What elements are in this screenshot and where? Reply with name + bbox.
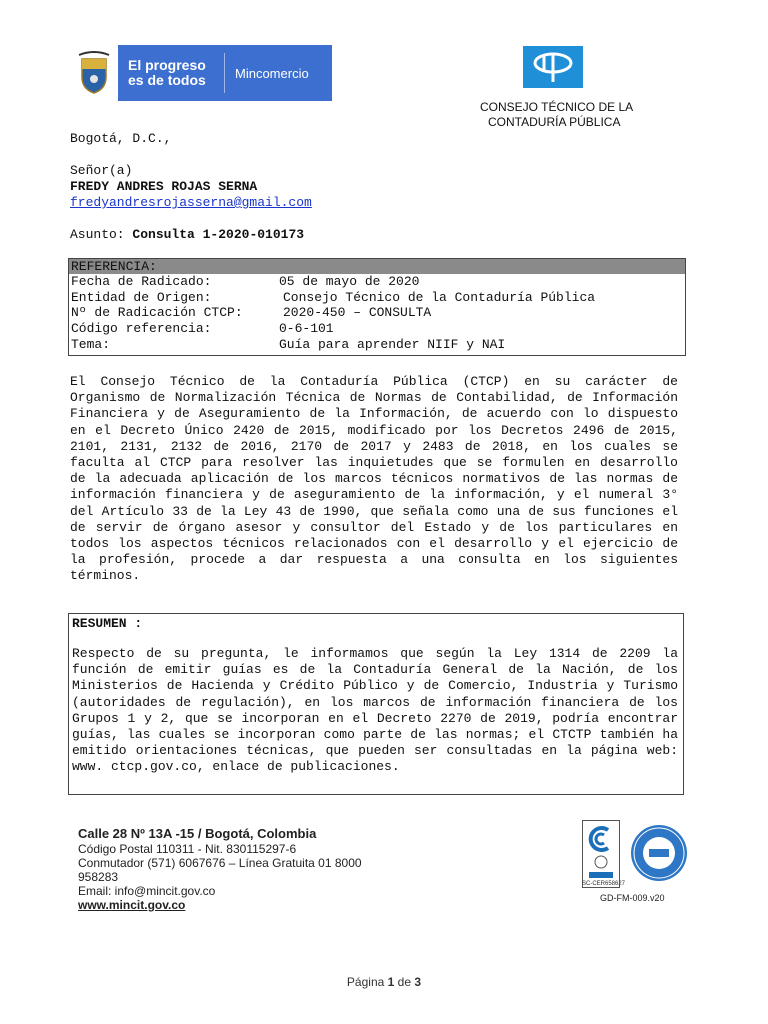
reference-key: Tema: <box>71 336 111 352</box>
subject-label: Asunto: <box>70 227 125 242</box>
recipient-name: FREDY ANDRES ROJAS SERNA <box>70 179 258 194</box>
page-prefix: Página <box>346 975 385 989</box>
reference-row <box>69 337 685 353</box>
coat-of-arms-icon <box>70 45 118 101</box>
reference-value: Guía para aprender NIIF y NAI <box>279 336 506 352</box>
gov-logo <box>70 45 332 101</box>
body-paragraph: El Consejo Técnico de la Contaduría Pública (CTCP) en su carácter de Organismo de Normalización Técnica de Normas de Contabilidad, de Información Financiera y de Aseguramiento de la Información, de acuerdo con lo dispuesto en el Decreto Único 2420 de 2015, modificado por los Decretos 2496 de 2015, 2101, 2131, 2132 de 2016, 2170 de 2017 y 2483 de 2018, en los cuales se faculta al CTCP para resolver las inquietudes que se formulen en desarrollo de la adecuada aplicación de los marcos técnicos normativos de las normas de información financiera y de aseguramiento de la información, y el numeral 3° del Artículo 33 de la Ley 43 de 1990, que señala como una de sus funciones el de servir de órgano asesor y consultor del Estado y de los particulares en todos los aspectos técnicos relacionados con el desarrollo y el ejercicio de la profesión, procede a dar respuesta a una consulta en los siguientes términos. <box>70 374 678 584</box>
reference-header: REFERENCIA: <box>69 259 685 274</box>
reference-value: 0-6-101 <box>279 321 334 337</box>
city-date: Bogotá, D.C., <box>70 131 172 146</box>
page-of: de <box>397 975 412 989</box>
reference-key: Entidad de Origen: <box>71 289 212 305</box>
reference-value: 05 de mayo de 2020 <box>279 274 420 289</box>
footer-website-link[interactable]: www.mincit.gov.co <box>78 898 186 912</box>
reference-key: Fecha de Radicado: <box>71 274 212 289</box>
recipient-email-link[interactable]: fredyandresrojasserna@gmail.com <box>70 195 312 210</box>
council-name: CONSEJO TÉCNICO DE LA CONTADURÍA PÚBLICA <box>480 100 634 129</box>
logo-divider <box>224 53 225 93</box>
reference-row <box>69 290 685 306</box>
page-total: 3 <box>414 975 422 989</box>
reference-value: 2020-450 – CONSULTA <box>283 305 432 321</box>
reference-row <box>69 274 685 290</box>
certification-code: SC-CER658627 <box>582 881 626 887</box>
footer-phone: Conmutador (571) 6067676 – Línea Gratuita 01 8000 <box>78 856 362 870</box>
summary-title: RESUMEN : <box>72 616 143 631</box>
footer-address: Calle 28 Nº 13A -15 / Bogotá, Colombia <box>78 826 317 841</box>
footer-contact <box>78 826 378 912</box>
subject-value: Consulta 1-2020-010173 <box>132 227 305 242</box>
ctcp-logo-icon <box>523 46 583 88</box>
icontec-certification-icon <box>582 820 620 888</box>
salutation: Señor(a) <box>70 163 133 178</box>
ministry-name: Mincomercio <box>235 65 309 81</box>
reference-key: Código referencia: <box>71 321 212 337</box>
reference-value: Consejo Técnico de la Contaduría Pública <box>283 289 596 305</box>
footer-email: Email: info@mincit.gov.co <box>78 884 216 898</box>
iqnet-certification-icon <box>631 825 687 881</box>
footer-phone-cont: 958283 <box>78 870 119 884</box>
reference-row <box>69 321 685 337</box>
summary-text: Respecto de su pregunta, le informamos que según la Ley 1314 de 2209 la función de emitir guías es de la Contaduría General de la Nación, de los Ministerios de Hacienda y Crédito Público y de Comercio, Industria y Turismo (autoridades de regulación), en los marcos de información financiera de los Grupos 1 y 2, que se incorporan en el Decreto 2270 de 2019, podría encontrar guías, las cuales se incorporan como parte de las normas; el CTCTP también ha emitido orientaciones técnicas, que pueden ser consultadas en la página web: www. ctcp.gov.co, enlace de publicaciones. <box>72 646 678 775</box>
summary-box <box>68 613 684 795</box>
reference-table <box>68 258 686 356</box>
page-number <box>0 975 768 989</box>
reference-row <box>69 305 685 321</box>
subject-line <box>70 227 304 243</box>
reference-key: Nº de Radicación CTCP: <box>71 305 243 321</box>
gov-slogan: El progreso es de todos <box>128 57 206 88</box>
footer-postal: Código Postal 110311 - Nit. 830115297-6 <box>78 842 297 856</box>
form-code: GD-FM-009.v20 <box>600 893 665 903</box>
page-current: 1 <box>387 975 395 989</box>
